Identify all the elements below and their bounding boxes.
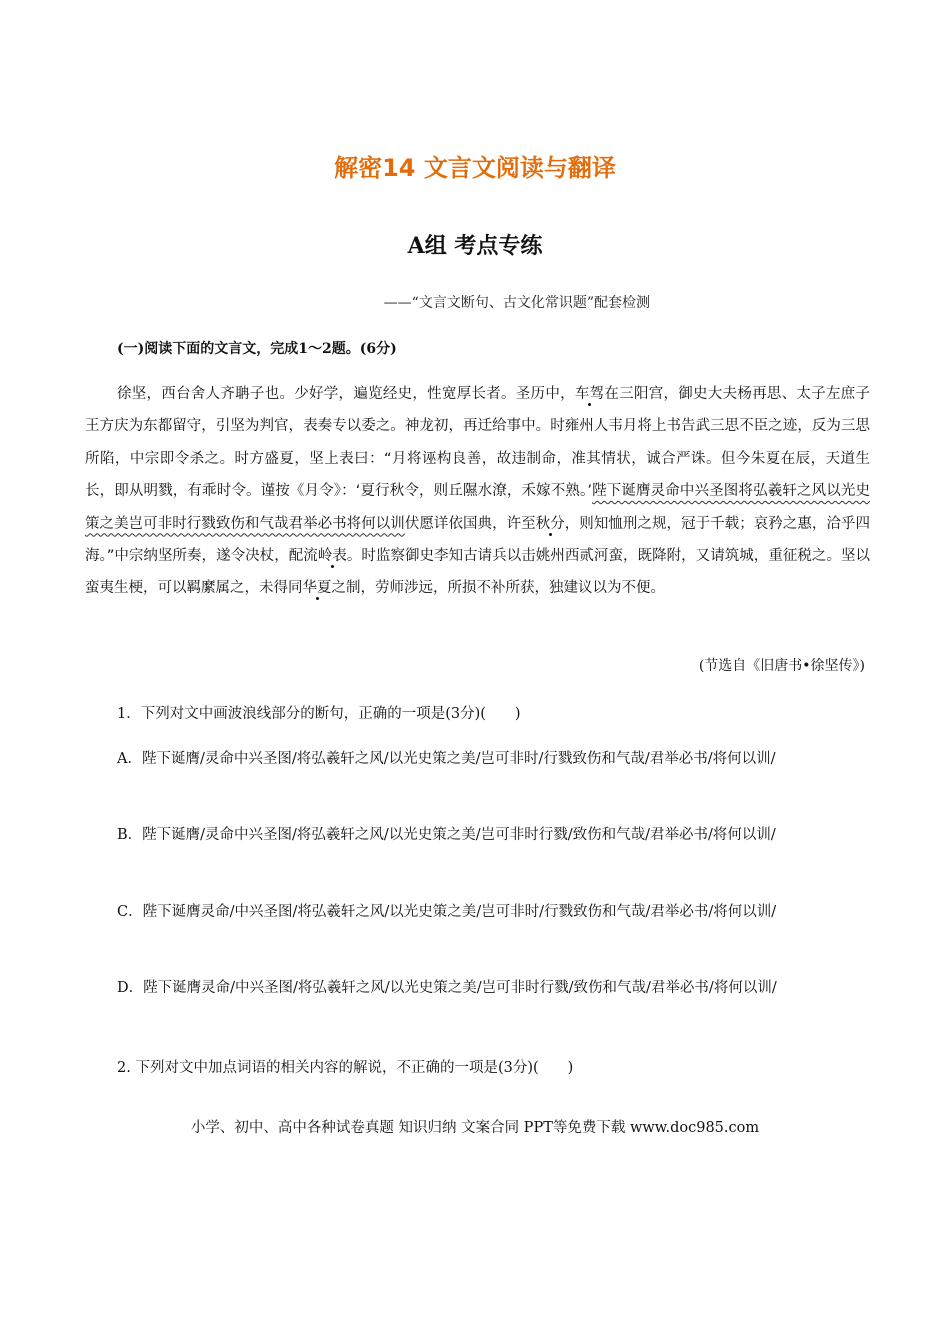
question-2: 2. 下列对文中加点词语的相关内容的解说，不正确的一项是(3分)( ) — [117, 1060, 574, 1076]
option-c: C．陛下诞膺灵命/中兴圣图/将弘羲轩之风/以光史策之美/岂可非时/行戮致伤和气哉/君举必书/将何以训/ — [117, 904, 777, 920]
page-title: 解密14 文言文阅读与翻译 — [334, 154, 616, 182]
passage-text-6: 之制，劳师涉远，所损不补所获，独建议以为不便。 — [331, 580, 665, 597]
group-title: A组 考点专练 — [407, 233, 543, 259]
dotted-term-2: 秋分 — [535, 515, 565, 532]
page-footer: 小学、初中、高中各种试卷真题 知识归纳 文案合同 PPT等免费下载 www.doc985.com — [190, 1120, 760, 1136]
subtitle: ——“文言文断句、古文化常识题”配套检测 — [383, 295, 650, 311]
wavy-underlined-text: 陛下诞膺灵命中兴圣图将弘羲轩之风以光史策之美岂可非时行戮致伤和气哉君举必书将何以训 — [85, 483, 870, 532]
dotted-term-3: 岭表 — [317, 548, 347, 565]
passage-text-5: 。时监察御史李知古请兵以击姚州西贰河蛮，既降附，又请筑城，重征税之。坚以蛮夷生梗，可以羁縻属之，未得同 — [85, 548, 871, 597]
classical-passage — [85, 378, 870, 605]
option-a: A．陛下诞膺/灵命中兴圣图/将弘羲轩之风/以光史策之美/岂可非时/行戮致伤和气哉/君举必书/将何以训/ — [117, 751, 776, 767]
section-heading: (一)阅读下面的文言文，完成1～2题。(6分) — [117, 341, 397, 357]
passage-text-4: ，则知恤刑之规，冠于千载；哀矜之惠，洽乎四海。”中宗纳坚所奏，遂令决杖，配流 — [85, 515, 871, 565]
question-1: 1．下列对文中画波浪线部分的断句，正确的一项是(3分)( ) — [117, 706, 521, 722]
passage-text-3: 伏愿详依国典，许至 — [404, 515, 536, 532]
option-d: D．陛下诞膺灵命/中兴圣图/将弘羲轩之风/以光史策之美/岂可非时行戮/致伤和气哉/君举必书/将何以训/ — [117, 980, 777, 996]
dotted-term-4: 华夏 — [302, 580, 332, 597]
option-b: B．陛下诞膺/灵命中兴圣图/将弘羲轩之风/以光史策之美/岂可非时行戮/致伤和气哉/君举必书/将何以训/ — [117, 827, 776, 843]
passage-text-2: 在三阳宫，御史大夫杨再思、太子左庶子王方庆为东都留守，引坚为判官，表奏专以委之。神龙初，再迁给事中。时雍州人韦月将上书告武三思不臣之迹，反为三思所陷，中宗即令杀之。时方盛夏，坚上表曰：“月将诬构良善，故违制命，准其情状，诚合严诛。但今朱夏在辰，天道生长，即从明戮，有乖时令。谨按《月令》：‘夏行秋令，则丘隰水潦，禾嫁不熟。’ — [85, 386, 871, 500]
passage-text-1: 徐坚，西台舍人齐聃子也。少好学，遍览经史，性宽厚长者。圣历中， — [117, 386, 575, 402]
dotted-term-1: 车驾 — [574, 386, 605, 402]
passage-source: (节选自《旧唐书•徐坚传》) — [698, 658, 865, 674]
